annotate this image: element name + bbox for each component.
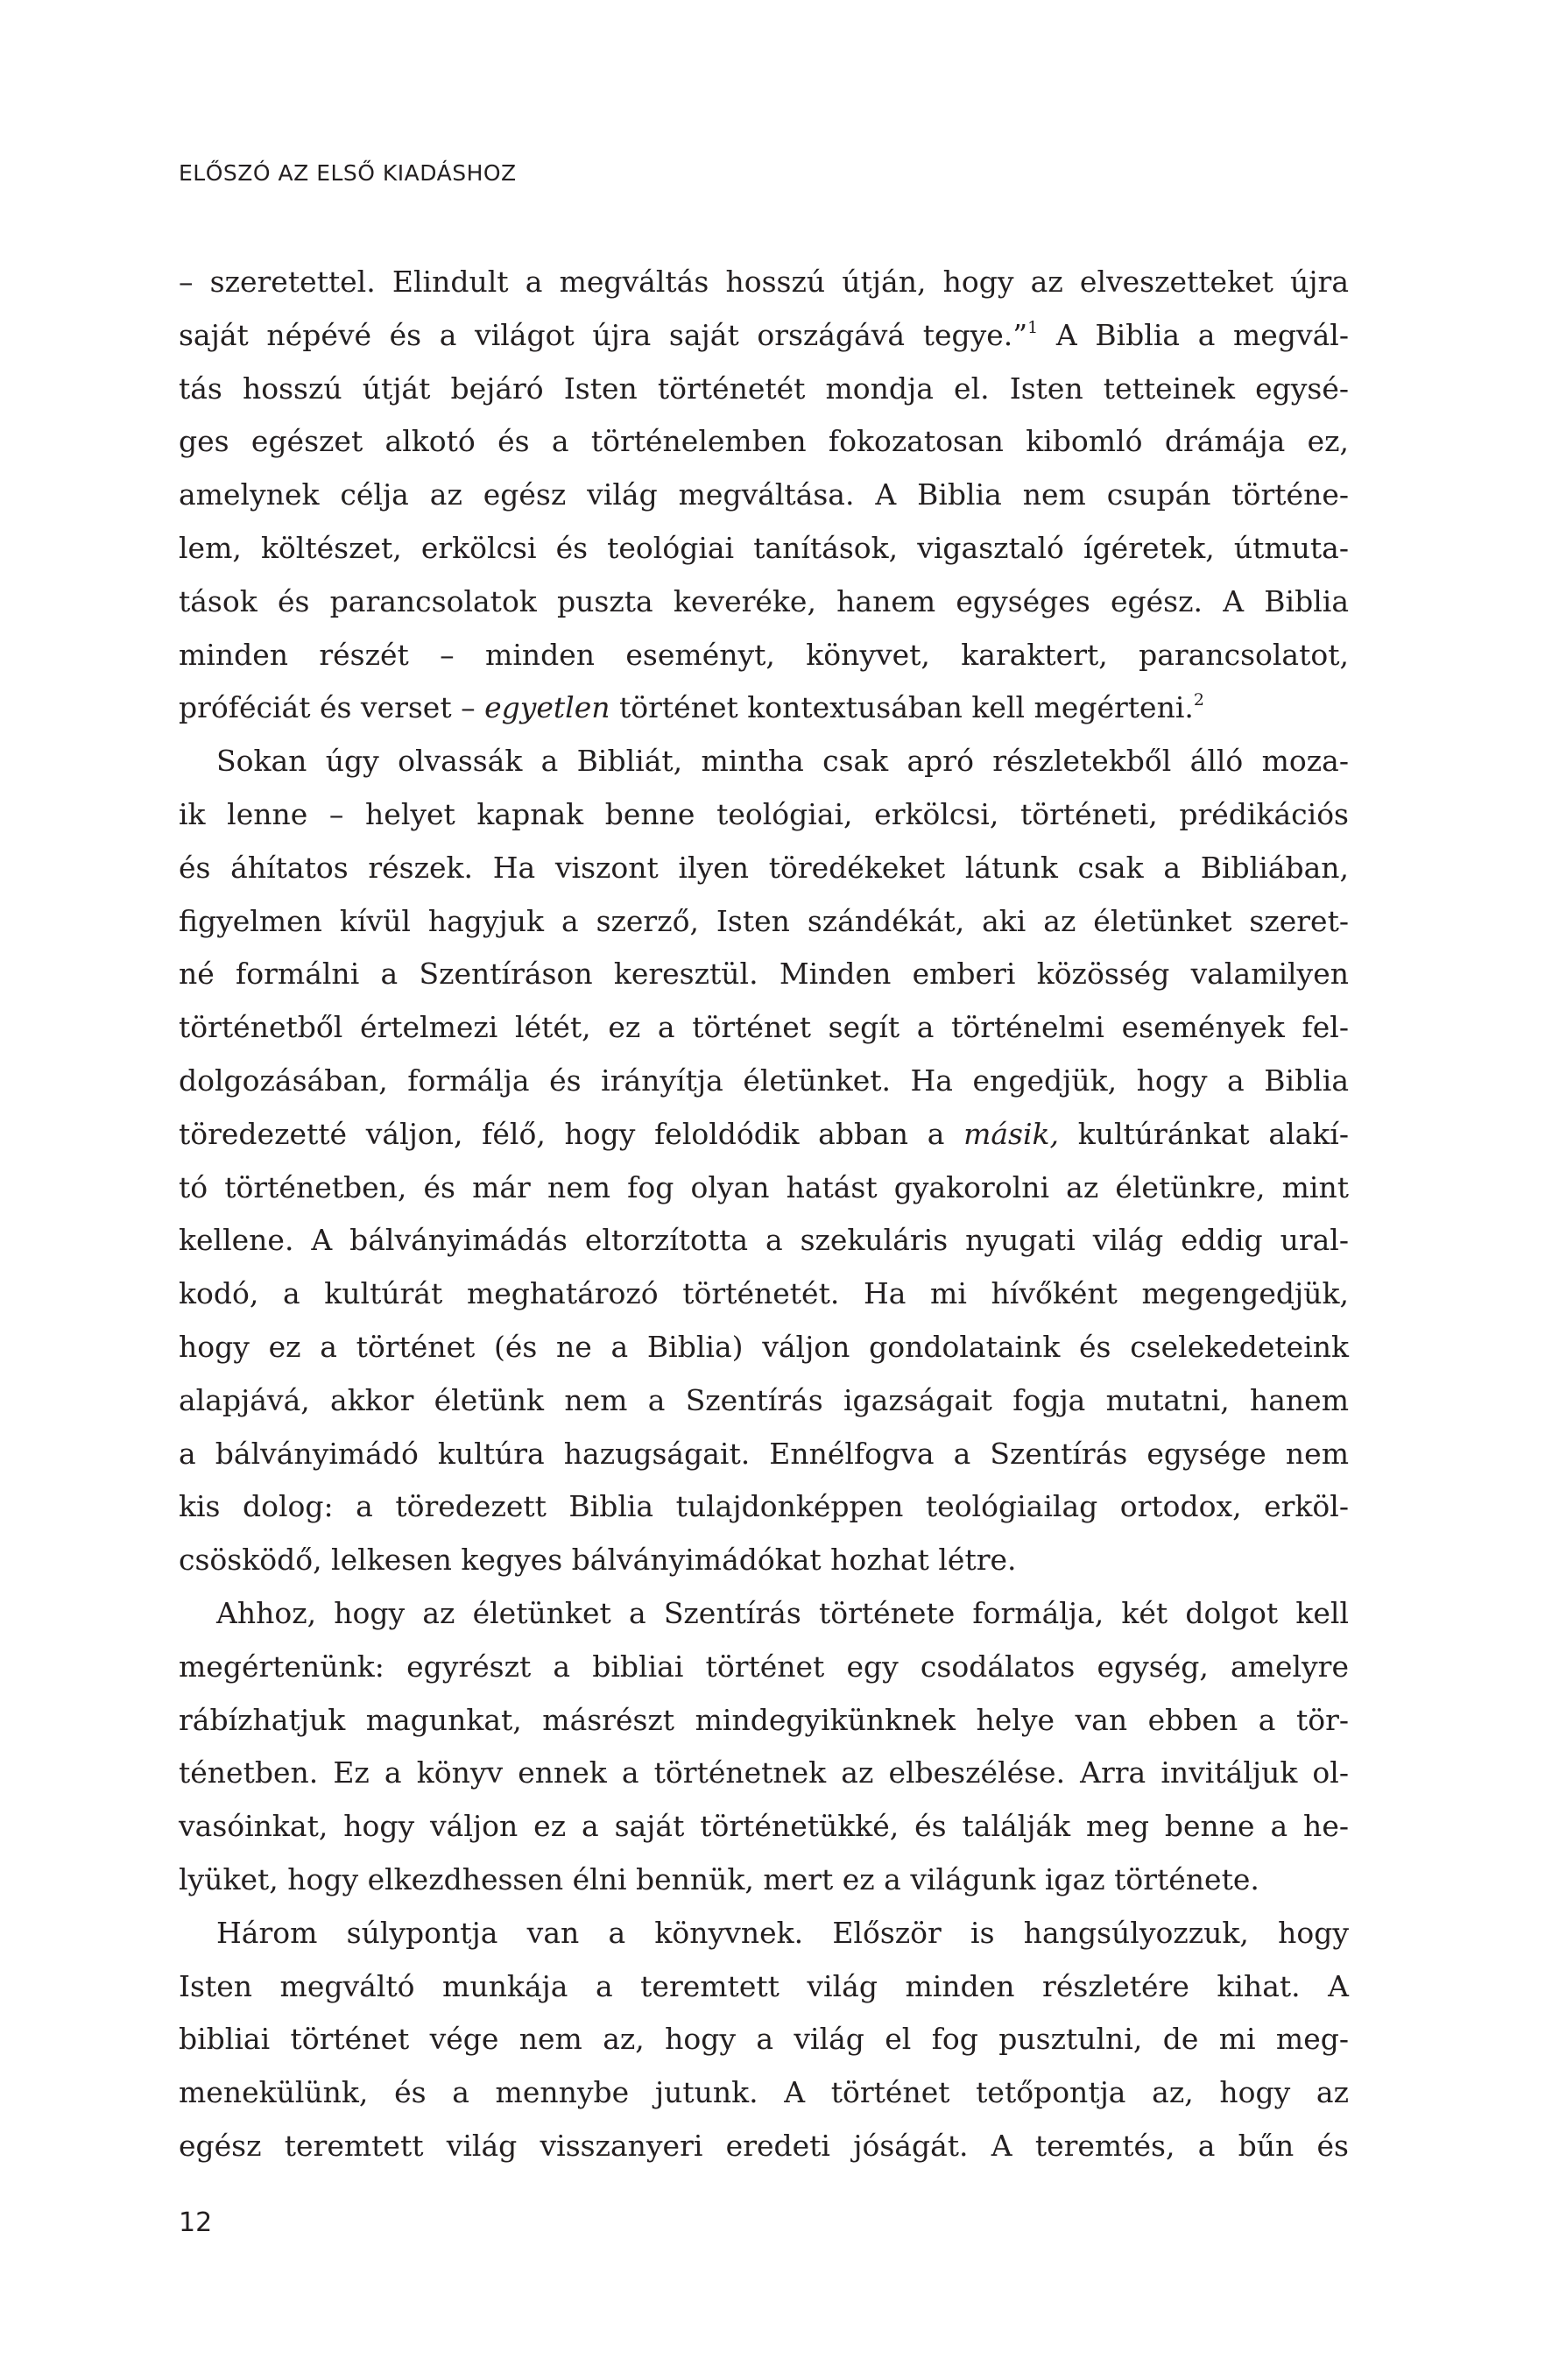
text-run: saját népévé és a világot újra saját országává tegye.” xyxy=(179,317,1028,352)
text-line xyxy=(179,309,1349,363)
text-run: és áhítatos részek. Ha viszont ilyen töredékeket látunk csak a Bibliában, xyxy=(179,850,1349,885)
paragraph xyxy=(179,1587,1349,1907)
body-text xyxy=(179,256,1349,2173)
text-run: tó történetben, és már nem fog olyan hatást gyakorolni az életünkre, mint xyxy=(179,1169,1349,1204)
text-run: lyüket, hogy elkezdhessen élni bennük, mert ez a világunk igaz története. xyxy=(179,1861,1259,1896)
text-run: – szeretettel. Elindult a megváltás hosszú útján, hogy az elveszetteket újra xyxy=(179,265,1349,299)
text-run: kis dolog: a töredezett Biblia tulajdonképpen teológiailag ortodox, erköl- xyxy=(179,1489,1349,1524)
text-line xyxy=(179,522,1349,576)
text-line xyxy=(179,576,1349,629)
text-run: kultúránkat alakí- xyxy=(1059,1116,1349,1151)
text-line xyxy=(179,1428,1349,1481)
text-line xyxy=(179,1268,1349,1321)
footnote-marker: 2 xyxy=(1193,690,1204,710)
text-run: a bálványimádó kultúra hazugságait. Ennélfogva a Szentírás egysége nem xyxy=(179,1436,1349,1471)
text-line xyxy=(179,363,1349,416)
text-line xyxy=(179,469,1349,522)
emphasis: egyetlen xyxy=(484,690,610,725)
text-line xyxy=(179,1960,1349,2014)
text-run: amelynek célja az egész világ megváltása. A Biblia nem csupán történe- xyxy=(179,477,1349,512)
text-line xyxy=(179,1108,1349,1162)
text-line xyxy=(179,1374,1349,1428)
text-line xyxy=(179,1162,1349,1215)
footnote-marker: 1 xyxy=(1027,317,1039,337)
text-run: menekülünk, és a mennybe jutunk. A történet tetőpontja az, hogy az xyxy=(179,2075,1349,2110)
paragraph xyxy=(179,1907,1349,2173)
text-run: bibliai történet vége nem az, hogy a világ el fog pusztulni, de mi meg- xyxy=(179,2022,1349,2057)
page-number: 12 xyxy=(179,2207,213,2238)
text-line xyxy=(179,1641,1349,1694)
text-line xyxy=(179,1854,1349,1907)
text-line xyxy=(179,1480,1349,1534)
running-head: ELŐSZÓ AZ ELSŐ KIADÁSHOZ xyxy=(179,160,517,186)
text-run: Sokan úgy olvassák a Bibliát, mintha csak apró részletekből álló moza- xyxy=(216,744,1349,779)
text-line xyxy=(179,1694,1349,1748)
text-line xyxy=(179,895,1349,949)
emphasis: másik, xyxy=(963,1116,1060,1151)
text-run: ges egészet alkotó és a történelemben fokozatosan kibomló drámája ez, xyxy=(179,424,1349,459)
text-line xyxy=(179,2120,1349,2173)
text-run: A Biblia a megvál- xyxy=(1038,317,1349,352)
text-line xyxy=(179,1534,1349,1587)
text-run: ténetben. Ez a könyv ennek a történetnek az elbeszélése. Arra invitáljuk ol- xyxy=(179,1755,1349,1790)
text-line xyxy=(179,842,1349,895)
text-run: történetből értelmezi létét, ez a történet segít a történelmi események fel- xyxy=(179,1010,1349,1045)
text-run: né formálni a Szentíráson keresztül. Minden emberi közösség valamilyen xyxy=(179,957,1349,992)
text-run: ik lenne – helyet kapnak benne teológiai, erkölcsi, történeti, prédikációs xyxy=(179,796,1349,831)
text-run: dolgozásában, formálja és irányítja életünket. Ha engedjük, hogy a Biblia xyxy=(179,1063,1349,1098)
text-line xyxy=(179,1214,1349,1268)
text-line xyxy=(179,1907,1349,1960)
text-run: tások és parancsolatok puszta keveréke, hanem egységes egész. A Biblia xyxy=(179,583,1349,618)
text-run: Isten megváltó munkája a teremtett világ minden részletére kihat. A xyxy=(179,1968,1349,2003)
text-run: Három súlypontja van a könyvnek. Először is hangsúlyozzuk, hogy xyxy=(216,1915,1349,1950)
text-run: figyelmen kívül hagyjuk a szerző, Isten szándékát, aki az életünket szeret- xyxy=(179,903,1349,938)
text-line xyxy=(179,2013,1349,2066)
text-run: kodó, a kultúrát meghatározó történetét. Ha mi hívőként megengedjük, xyxy=(179,1276,1349,1311)
text-run: vasóinkat, hogy váljon ez a saját történetükké, és találják meg benne a he- xyxy=(179,1809,1349,1844)
text-line xyxy=(179,629,1349,682)
text-line xyxy=(179,1587,1349,1641)
text-line xyxy=(179,1747,1349,1800)
text-run: megértenünk: egyrészt a bibliai történet egy csodálatos egység, amelyre xyxy=(179,1649,1349,1684)
text-run: kellene. A bálványimádás eltorzította a szekuláris nyugati világ eddig ural- xyxy=(179,1223,1349,1258)
text-run: történet kontextusában kell megérteni. xyxy=(610,690,1194,725)
text-run: próféciát és verset – xyxy=(179,690,485,725)
text-line xyxy=(179,948,1349,1001)
paragraph xyxy=(179,256,1349,735)
text-run: egész teremtett világ visszanyeri eredeti jóságát. A teremtés, a bűn és xyxy=(179,2128,1349,2163)
text-line xyxy=(179,256,1349,309)
text-line xyxy=(179,735,1349,788)
text-line xyxy=(179,788,1349,842)
text-run: Ahhoz, hogy az életünket a Szentírás története formálja, két dolgot kell xyxy=(216,1595,1349,1630)
text-line xyxy=(179,1055,1349,1108)
text-run: rábízhatjuk magunkat, másrészt mindegyikünknek helye van ebben a tör- xyxy=(179,1702,1349,1737)
text-run: lem, költészet, erkölcsi és teológiai tanítások, vigasztaló ígéretek, útmuta- xyxy=(179,530,1349,565)
text-line xyxy=(179,415,1349,469)
text-run: csösködő, lelkesen kegyes bálványimádókat hozhat létre. xyxy=(179,1543,1017,1578)
text-line xyxy=(179,1001,1349,1055)
text-run: hogy ez a történet (és ne a Biblia) váljon gondolataink és cselekedeteink xyxy=(179,1329,1349,1364)
text-line xyxy=(179,1321,1349,1374)
text-run: alapjává, akkor életünk nem a Szentírás igazságait fogja mutatni, hanem xyxy=(179,1382,1349,1417)
text-run: tás hosszú útját bejáró Isten történetét mondja el. Isten tetteinek egysé- xyxy=(179,371,1349,406)
text-run: töredezetté váljon, félő, hogy feloldódik abban a xyxy=(179,1116,964,1151)
text-line xyxy=(179,682,1349,735)
paragraph xyxy=(179,735,1349,1587)
text-line xyxy=(179,2066,1349,2120)
text-line xyxy=(179,1800,1349,1854)
text-run: minden részét – minden eseményt, könyvet, karaktert, parancsolatot, xyxy=(179,637,1349,672)
